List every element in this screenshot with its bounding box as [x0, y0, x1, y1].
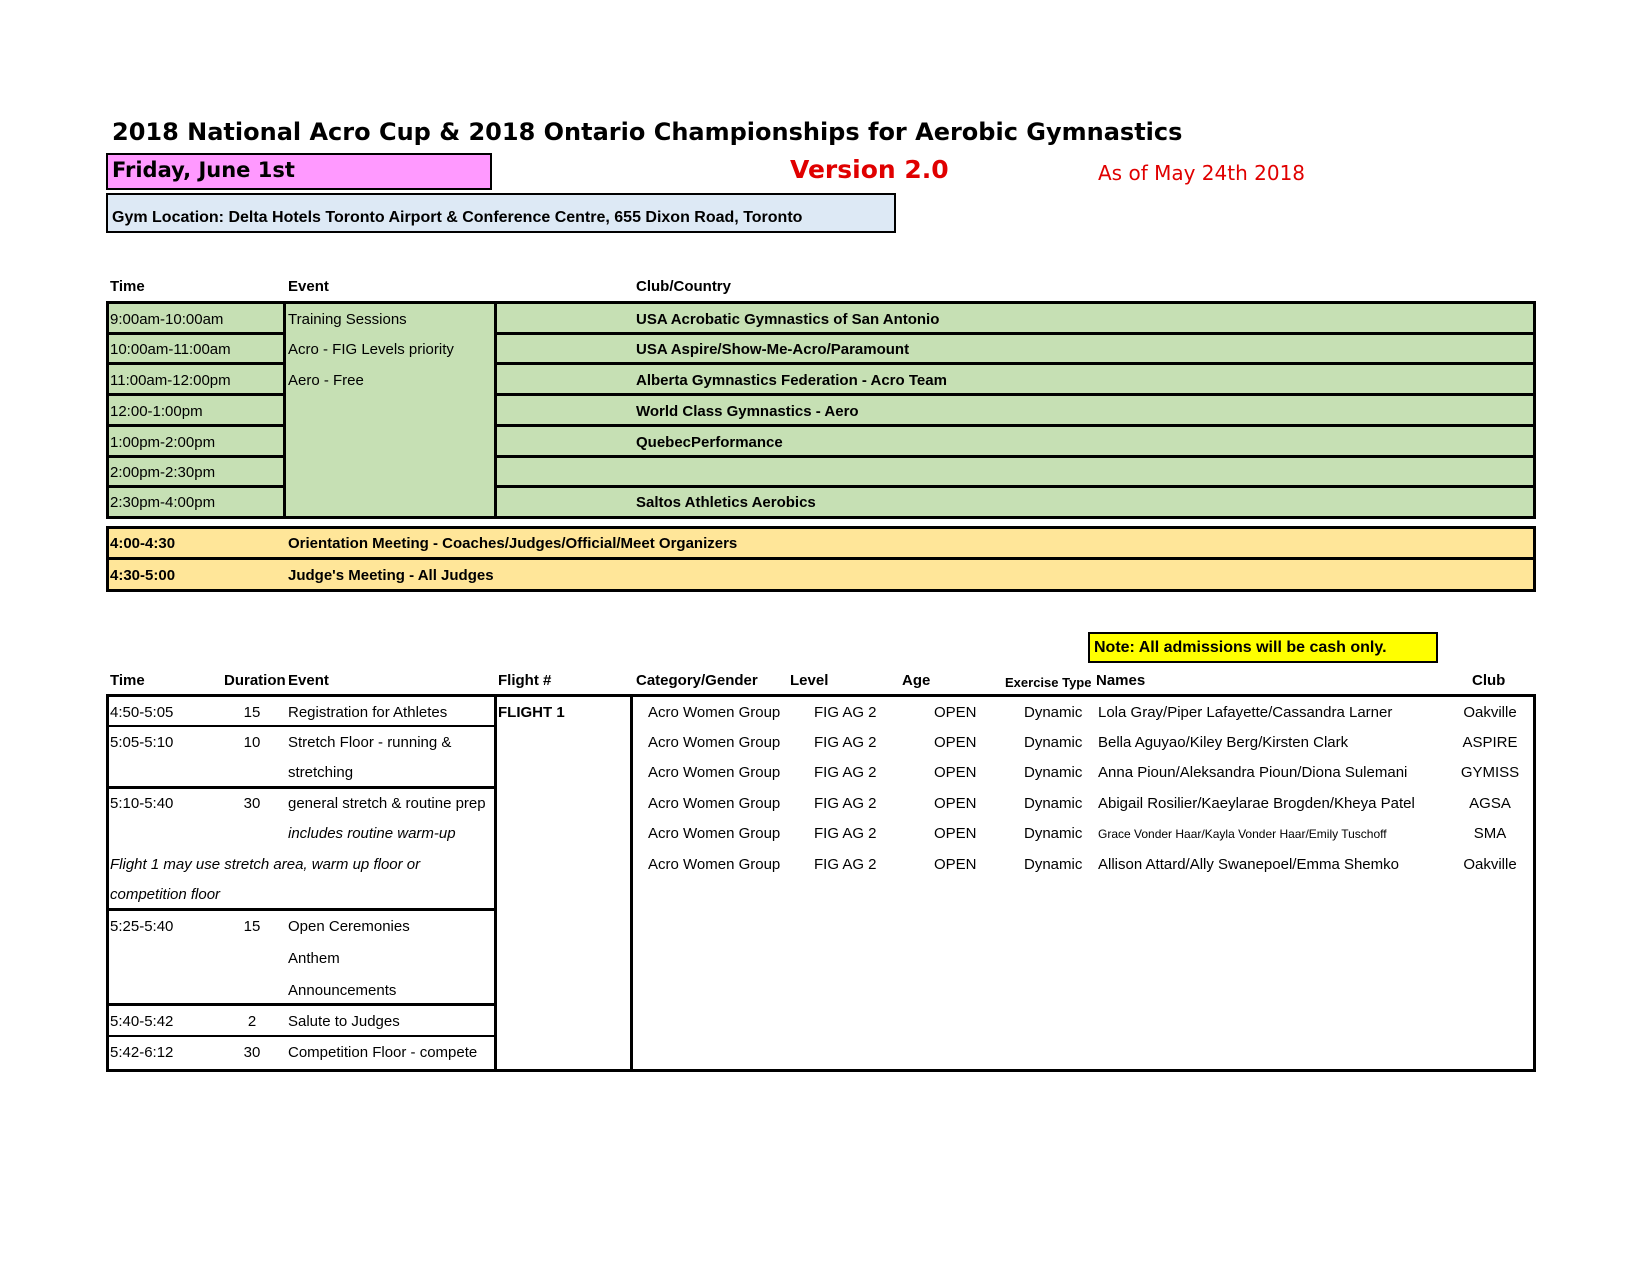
entry-club: ASPIRE — [1462, 734, 1518, 751]
schedule-time: 5:25-5:40 — [110, 918, 174, 935]
schedule-event-cont: Announcements — [288, 982, 397, 999]
entry-category: Acro Women Group — [648, 856, 781, 873]
training-club: Alberta Gymnastics Federation - Acro Team — [636, 372, 947, 389]
entry-category: Acro Women Group — [648, 734, 781, 751]
training-event: Training Sessions — [288, 311, 407, 328]
schedule-time: 5:40-5:42 — [110, 1013, 174, 1030]
entry-age: OPEN — [934, 704, 977, 721]
schedule-duration: 30 — [243, 1044, 261, 1061]
training-time: 9:00am-10:00am — [110, 311, 224, 328]
training-time: 1:00pm-2:00pm — [110, 434, 216, 451]
meeting-event: Judge's Meeting - All Judges — [288, 567, 494, 584]
training-event: Acro - FIG Levels priority — [288, 341, 454, 358]
training-club: USA Aspire/Show-Me-Acro/Paramount — [636, 341, 910, 358]
version-label: Version 2.0 — [790, 155, 949, 184]
schedule-duration: 30 — [243, 795, 261, 812]
entry-names: Abigail Rosilier/Kaeylarae Brogden/Kheya Patel — [1098, 795, 1415, 812]
flight-label: FLIGHT 1 — [498, 704, 565, 721]
training-time: 2:00pm-2:30pm — [110, 464, 216, 481]
entry-names: Grace Vonder Haar/Kayla Vonder Haar/Emily Tuschoff — [1098, 827, 1387, 841]
training-club: World Class Gymnastics - Aero — [636, 403, 859, 420]
schedule-header-age: Age — [902, 672, 931, 689]
entry-age: OPEN — [934, 856, 977, 873]
entry-age: OPEN — [934, 825, 977, 842]
entry-names: Allison Attard/Ally Swanepoel/Emma Shemko — [1098, 856, 1399, 873]
meeting-time: 4:00-4:30 — [110, 535, 176, 552]
entry-level: FIG AG 2 — [814, 704, 877, 721]
entry-category: Acro Women Group — [648, 764, 781, 781]
training-header-club: Club/Country — [636, 278, 731, 295]
training-club: USA Acrobatic Gymnastics of San Antonio — [636, 311, 940, 328]
training-club: QuebecPerformance — [636, 434, 783, 451]
meeting-event: Orientation Meeting - Coaches/Judges/Official/Meet Organizers — [288, 535, 738, 552]
schedule-header-club: Club — [1472, 672, 1506, 689]
training-time: 10:00am-11:00am — [110, 341, 231, 358]
schedule-event: Competition Floor - compete — [288, 1044, 478, 1061]
schedule-event: Open Ceremonies — [288, 918, 410, 935]
schedule-header-duration: Duration — [224, 672, 286, 689]
schedule-duration: 15 — [243, 704, 261, 721]
training-time: 2:30pm-4:00pm — [110, 494, 216, 511]
entry-names: Lola Gray/Piper Lafayette/Cassandra Larner — [1098, 704, 1393, 721]
schedule-duration: 2 — [247, 1013, 257, 1030]
entry-names: Anna Pioun/Aleksandra Pioun/Diona Sulemani — [1098, 764, 1408, 781]
entry-category: Acro Women Group — [648, 825, 781, 842]
schedule-event-cont: stretching — [288, 764, 354, 781]
schedule-event-cont: includes routine warm-up — [288, 825, 456, 842]
entry-age: OPEN — [934, 795, 977, 812]
entry-club: GYMISS — [1460, 764, 1520, 781]
page-title: 2018 National Acro Cup & 2018 Ontario Championships for Aerobic Gymnastics — [112, 118, 1183, 146]
cash-only-note: Note: All admissions will be cash only. — [1088, 632, 1438, 663]
entry-exercise: Dynamic — [1024, 764, 1083, 781]
entry-exercise: Dynamic — [1024, 704, 1083, 721]
entry-club: Oakville — [1463, 704, 1517, 721]
schedule-note: Flight 1 may use stretch area, warm up floor or — [110, 856, 421, 873]
schedule-note-cont: competition floor — [110, 886, 221, 903]
gym-location: Gym Location: Delta Hotels Toronto Airport & Conference Centre, 655 Dixon Road, Toronto — [106, 193, 896, 233]
schedule-header-level: Level — [790, 672, 829, 689]
schedule-event: general stretch & routine prep — [288, 795, 486, 812]
entry-exercise: Dynamic — [1024, 795, 1083, 812]
entry-exercise: Dynamic — [1024, 825, 1083, 842]
entry-names: Bella Aguyao/Kiley Berg/Kirsten Clark — [1098, 734, 1349, 751]
entry-age: OPEN — [934, 734, 977, 751]
entry-exercise: Dynamic — [1024, 734, 1083, 751]
schedule-event: Stretch Floor - running & — [288, 734, 452, 751]
entry-age: OPEN — [934, 764, 977, 781]
day-label: Friday, June 1st — [106, 153, 492, 190]
training-club: Saltos Athletics Aerobics — [636, 494, 816, 511]
schedule-header-flight: Flight # — [498, 672, 552, 689]
schedule-time: 5:10-5:40 — [110, 795, 174, 812]
schedule-header-time: Time — [110, 672, 145, 689]
schedule-header-exercise: Exercise Type — [1005, 675, 1092, 690]
schedule-header-event: Event — [288, 672, 329, 689]
schedule-event: Salute to Judges — [288, 1013, 400, 1030]
schedule-time: 5:05-5:10 — [110, 734, 174, 751]
training-header-time: Time — [110, 278, 145, 295]
entry-club: SMA — [1473, 825, 1507, 842]
entry-club: AGSA — [1469, 795, 1511, 812]
as-of-date: As of May 24th 2018 — [1098, 161, 1306, 185]
entry-level: FIG AG 2 — [814, 795, 877, 812]
schedule-header-category: Category/Gender — [636, 672, 758, 689]
meeting-time: 4:30-5:00 — [110, 567, 176, 584]
entry-level: FIG AG 2 — [814, 764, 877, 781]
entry-category: Acro Women Group — [648, 795, 781, 812]
schedule-event-cont: Anthem — [288, 950, 340, 967]
training-header-event: Event — [288, 278, 329, 295]
training-time: 12:00-1:00pm — [110, 403, 203, 420]
schedule-header-names: Names — [1096, 672, 1146, 689]
training-time: 11:00am-12:00pm — [110, 372, 231, 389]
entry-club: Oakville — [1463, 856, 1517, 873]
entry-level: FIG AG 2 — [814, 856, 877, 873]
schedule-event: Registration for Athletes — [288, 704, 448, 721]
training-event: Aero - Free — [288, 372, 364, 389]
schedule-time: 4:50-5:05 — [110, 704, 174, 721]
entry-level: FIG AG 2 — [814, 825, 877, 842]
schedule-duration: 15 — [243, 918, 261, 935]
entry-exercise: Dynamic — [1024, 856, 1083, 873]
schedule-time: 5:42-6:12 — [110, 1044, 174, 1061]
schedule-duration: 10 — [243, 734, 261, 751]
entry-category: Acro Women Group — [648, 704, 781, 721]
entry-level: FIG AG 2 — [814, 734, 877, 751]
